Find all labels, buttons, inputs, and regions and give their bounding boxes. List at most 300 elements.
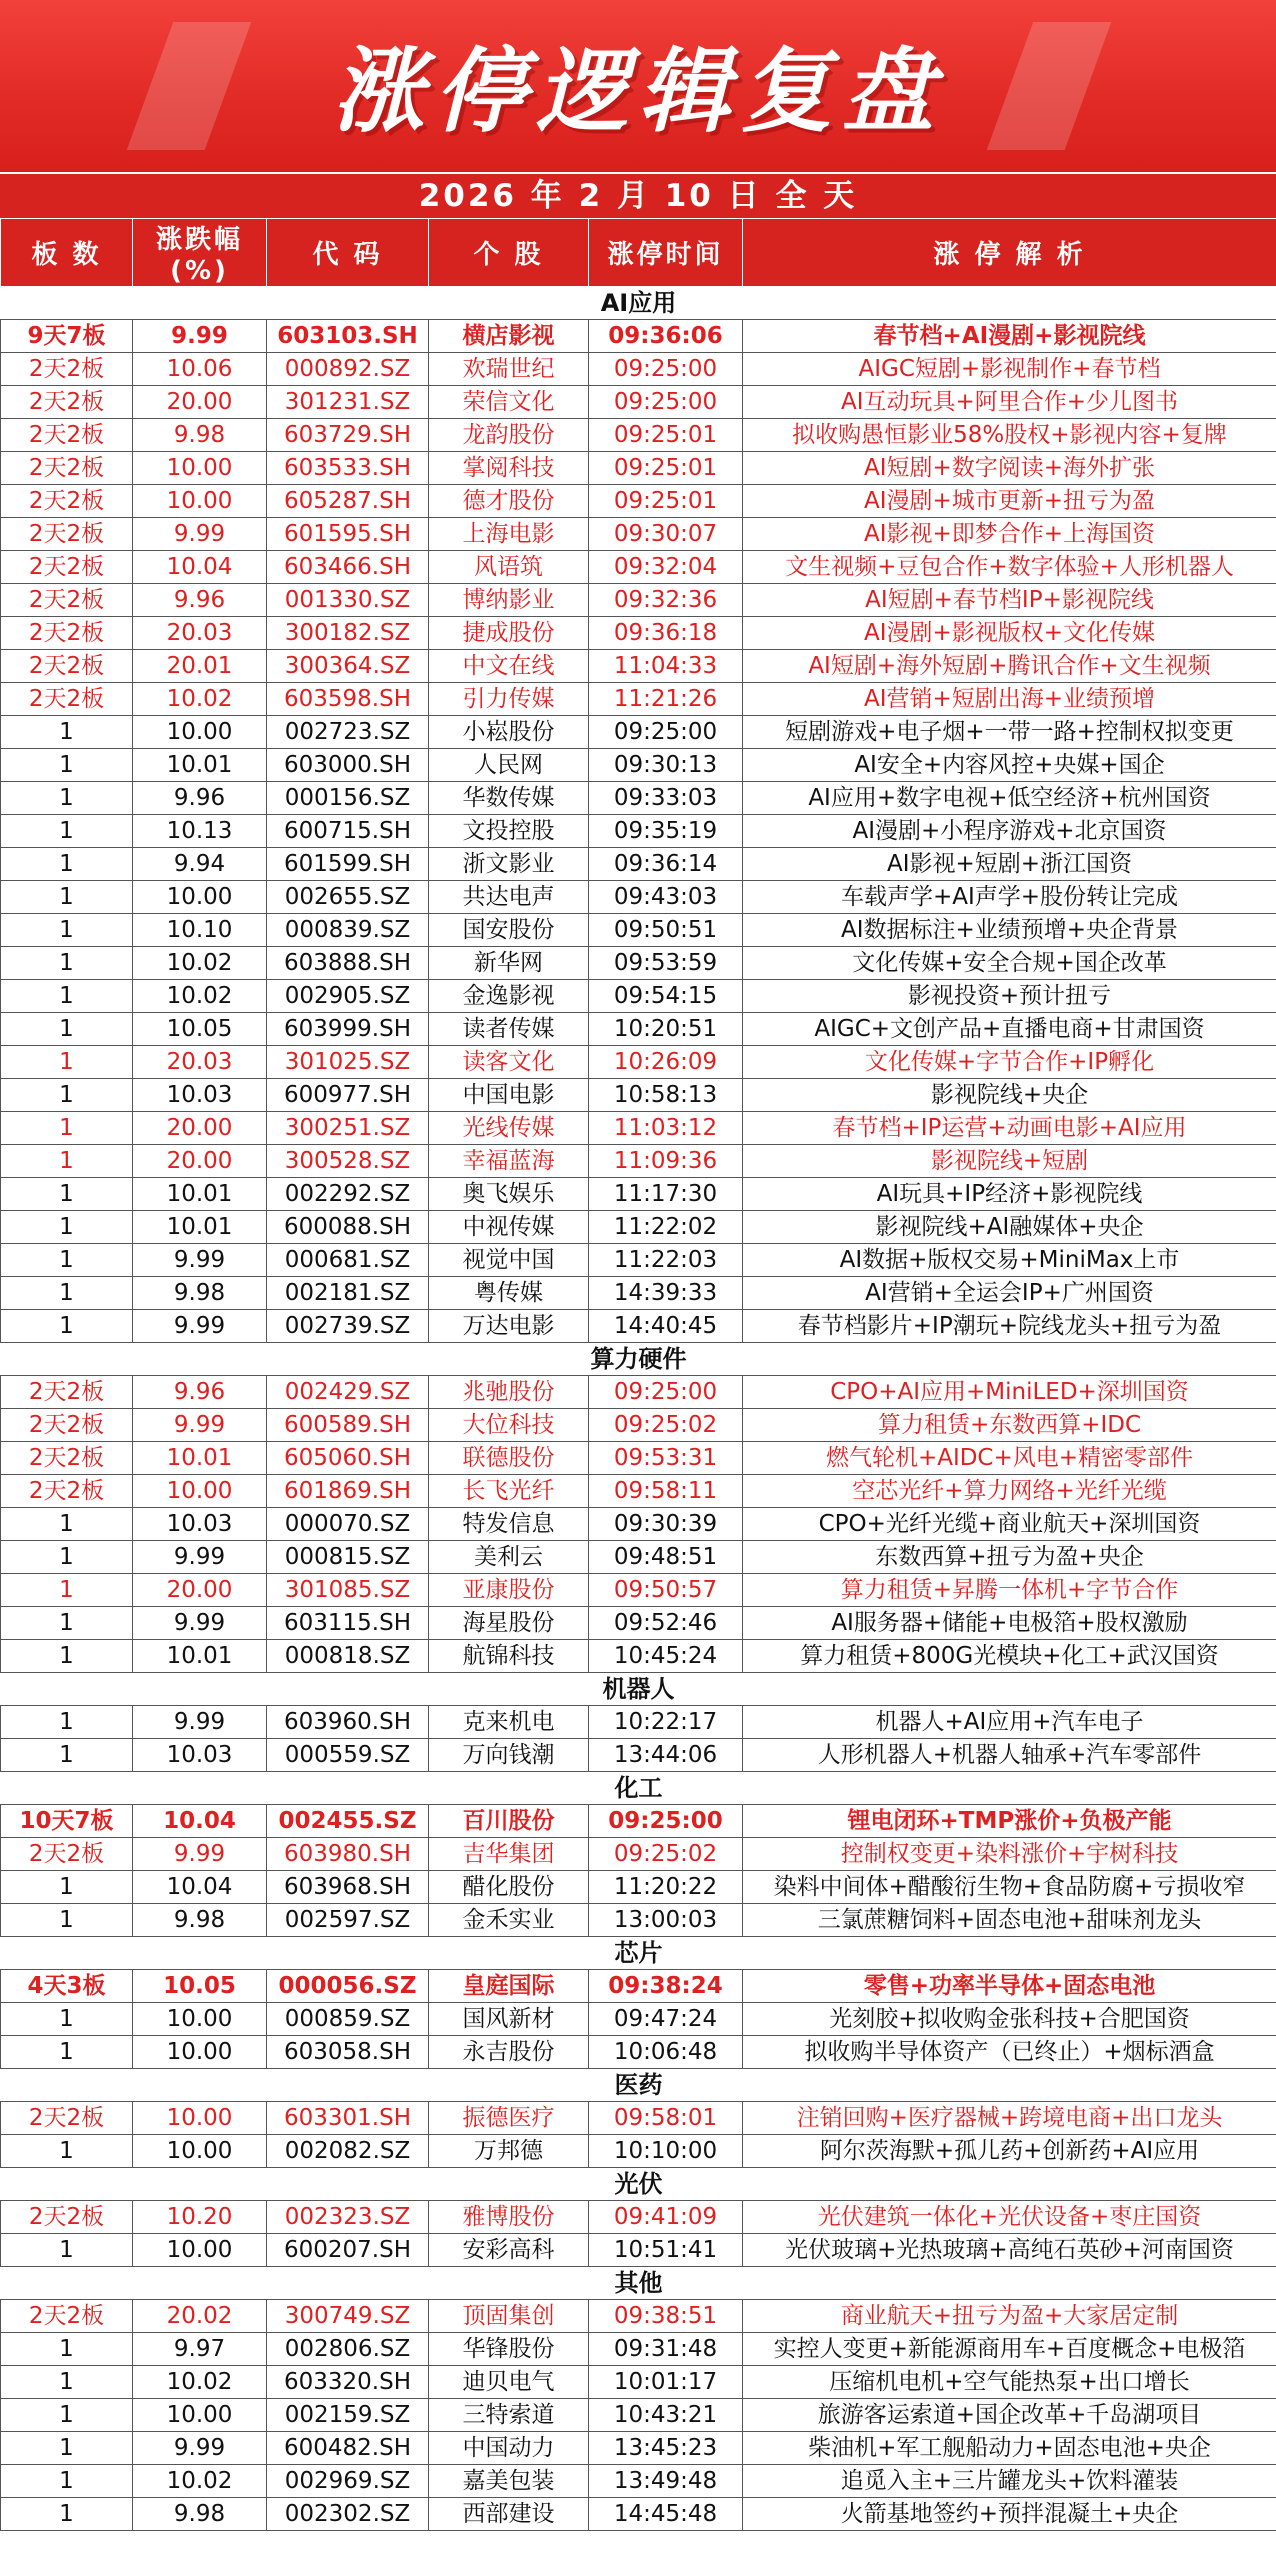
cell-limit-time: 09:25:00 (589, 716, 743, 749)
cell-change-pct: 10.03 (133, 1508, 267, 1541)
cell-analysis: AI营销+全运会IP+广州国资 (743, 1277, 1276, 1310)
cell-stock-name: 嘉美包装 (429, 2465, 589, 2498)
cell-stock-name: 亚康股份 (429, 1574, 589, 1607)
cell-limit-time: 09:25:01 (589, 452, 743, 485)
cell-board: 1 (1, 2333, 133, 2366)
cell-board: 1 (1, 2432, 133, 2465)
cell-code: 000681.SZ (267, 1244, 429, 1277)
cell-code: 002905.SZ (267, 980, 429, 1013)
table-row (1, 881, 1276, 914)
table-row (1, 1376, 1276, 1409)
cell-limit-time: 11:04:33 (589, 650, 743, 683)
cell-code: 002597.SZ (267, 1904, 429, 1937)
cell-limit-time: 09:48:51 (589, 1541, 743, 1574)
cell-limit-time: 09:25:00 (589, 1805, 743, 1838)
cell-code: 603320.SH (267, 2366, 429, 2399)
cell-board: 2天2板 (1, 2102, 133, 2135)
cell-code: 002806.SZ (267, 2333, 429, 2366)
cell-board: 1 (1, 1112, 133, 1145)
cell-board: 1 (1, 980, 133, 1013)
table-row (1, 1706, 1276, 1739)
table-row (1, 617, 1276, 650)
cell-code: 002455.SZ (267, 1805, 429, 1838)
section-header (1, 2267, 1276, 2300)
section-header (1, 1937, 1276, 1970)
table-row (1, 1838, 1276, 1871)
cell-analysis: 控制权变更+染料涨价+宇树科技 (743, 1838, 1276, 1871)
cell-limit-time: 09:38:24 (589, 1970, 743, 2003)
table-row (1, 419, 1276, 452)
cell-limit-time: 10:01:17 (589, 2366, 743, 2399)
cell-change-pct: 10.01 (133, 1442, 267, 1475)
cell-analysis: AI安全+内容风控+央媒+国企 (743, 749, 1276, 782)
table-row (1, 716, 1276, 749)
cell-board: 1 (1, 914, 133, 947)
cell-limit-time: 10:58:13 (589, 1079, 743, 1112)
cell-code: 300528.SZ (267, 1145, 429, 1178)
cell-analysis: 光刻胶+拟收购金张科技+合肥国资 (743, 2003, 1276, 2036)
cell-stock-name: 中文在线 (429, 650, 589, 683)
cell-analysis: 文生视频+豆包合作+数字体验+人形机器人 (743, 551, 1276, 584)
cell-stock-name: 特发信息 (429, 1508, 589, 1541)
cell-limit-time: 09:25:02 (589, 1409, 743, 1442)
cell-board: 2天2板 (1, 1838, 133, 1871)
cell-code: 002723.SZ (267, 716, 429, 749)
section-header (1, 2168, 1276, 2201)
cell-board: 1 (1, 2234, 133, 2267)
cell-code: 603999.SH (267, 1013, 429, 1046)
section-title: AI应用 (1, 287, 1276, 320)
cell-board: 1 (1, 1277, 133, 1310)
cell-change-pct: 10.02 (133, 2366, 267, 2399)
cell-analysis: 燃气轮机+AIDC+风电+精密零部件 (743, 1442, 1276, 1475)
cell-code: 002655.SZ (267, 881, 429, 914)
limit-up-table (0, 218, 1276, 2531)
cell-code: 603533.SH (267, 452, 429, 485)
cell-analysis: AI漫剧+影视版权+文化传媒 (743, 617, 1276, 650)
cell-change-pct: 10.03 (133, 1079, 267, 1112)
cell-change-pct: 10.04 (133, 1871, 267, 1904)
cell-stock-name: 文投控股 (429, 815, 589, 848)
cell-board: 1 (1, 782, 133, 815)
column-header-limit-time: 涨停时间 (589, 219, 743, 287)
cell-stock-name: 国风新材 (429, 2003, 589, 2036)
cell-change-pct: 9.99 (133, 320, 267, 353)
cell-board: 10天7板 (1, 1805, 133, 1838)
cell-analysis: 阿尔茨海默+孤儿药+创新药+AI应用 (743, 2135, 1276, 2168)
cell-stock-name: 醋化股份 (429, 1871, 589, 1904)
cell-change-pct: 10.00 (133, 2036, 267, 2069)
table-row (1, 2036, 1276, 2069)
cell-board: 1 (1, 1178, 133, 1211)
table-row (1, 452, 1276, 485)
cell-stock-name: 人民网 (429, 749, 589, 782)
cell-stock-name: 金逸影视 (429, 980, 589, 1013)
cell-stock-name: 浙文影业 (429, 848, 589, 881)
cell-analysis: 注销回购+医疗器械+跨境电商+出口龙头 (743, 2102, 1276, 2135)
cell-board: 1 (1, 815, 133, 848)
cell-limit-time: 09:25:00 (589, 353, 743, 386)
cell-board: 1 (1, 749, 133, 782)
cell-change-pct: 9.97 (133, 2333, 267, 2366)
cell-change-pct: 9.99 (133, 1409, 267, 1442)
table-row (1, 1739, 1276, 1772)
cell-analysis: CPO+光纤光缆+商业航天+深圳国资 (743, 1508, 1276, 1541)
cell-stock-name: 永吉股份 (429, 2036, 589, 2069)
cell-code: 000156.SZ (267, 782, 429, 815)
cell-board: 1 (1, 1013, 133, 1046)
cell-limit-time: 09:30:39 (589, 1508, 743, 1541)
cell-code: 600088.SH (267, 1211, 429, 1244)
cell-change-pct: 10.01 (133, 1640, 267, 1673)
cell-change-pct: 9.99 (133, 1310, 267, 1343)
cell-change-pct: 10.00 (133, 2102, 267, 2135)
table-row (1, 2300, 1276, 2333)
cell-stock-name: 荣信文化 (429, 386, 589, 419)
cell-limit-time: 13:45:23 (589, 2432, 743, 2465)
cell-stock-name: 万向钱潮 (429, 1739, 589, 1772)
cell-change-pct: 10.00 (133, 2135, 267, 2168)
cell-analysis: 短剧游戏+电子烟+一带一路+控制权拟变更 (743, 716, 1276, 749)
cell-analysis: 光伏建筑一体化+光伏设备+枣庄国资 (743, 2201, 1276, 2234)
cell-board: 2天2板 (1, 386, 133, 419)
table-row (1, 1475, 1276, 1508)
cell-stock-name: 振德医疗 (429, 2102, 589, 2135)
cell-board: 1 (1, 1211, 133, 1244)
cell-limit-time: 09:36:06 (589, 320, 743, 353)
cell-analysis: 机器人+AI应用+汽车电子 (743, 1706, 1276, 1739)
cell-change-pct: 10.01 (133, 749, 267, 782)
cell-stock-name: 光线传媒 (429, 1112, 589, 1145)
table-row (1, 485, 1276, 518)
cell-change-pct: 9.99 (133, 1706, 267, 1739)
table-row (1, 1079, 1276, 1112)
table-row (1, 848, 1276, 881)
cell-stock-name: 读客文化 (429, 1046, 589, 1079)
cell-analysis: 影视院线+央企 (743, 1079, 1276, 1112)
cell-analysis: AIGC+文创产品+直播电商+甘肃国资 (743, 1013, 1276, 1046)
cell-limit-time: 11:03:12 (589, 1112, 743, 1145)
cell-analysis: 车载声学+AI声学+股份转让完成 (743, 881, 1276, 914)
cell-stock-name: 百川股份 (429, 1805, 589, 1838)
cell-stock-name: 长飞光纤 (429, 1475, 589, 1508)
cell-change-pct: 10.00 (133, 2399, 267, 2432)
cell-analysis: AI漫剧+小程序游戏+北京国资 (743, 815, 1276, 848)
cell-stock-name: 航锦科技 (429, 1640, 589, 1673)
cell-code: 601595.SH (267, 518, 429, 551)
cell-board: 2天2板 (1, 1409, 133, 1442)
table-row (1, 1211, 1276, 1244)
table-row (1, 947, 1276, 980)
cell-code: 000892.SZ (267, 353, 429, 386)
cell-limit-time: 14:45:48 (589, 2498, 743, 2531)
cell-stock-name: 中国电影 (429, 1079, 589, 1112)
cell-analysis: AI短剧+春节档IP+影视院线 (743, 584, 1276, 617)
cell-stock-name: 国安股份 (429, 914, 589, 947)
cell-analysis: 旅游客运索道+国企改革+千岛湖项目 (743, 2399, 1276, 2432)
cell-board: 2天2板 (1, 584, 133, 617)
cell-stock-name: 克来机电 (429, 1706, 589, 1739)
table-row (1, 914, 1276, 947)
section-title: 化工 (1, 1772, 1276, 1805)
cell-stock-name: 吉华集团 (429, 1838, 589, 1871)
table-row (1, 650, 1276, 683)
cell-code: 002082.SZ (267, 2135, 429, 2168)
table-row (1, 551, 1276, 584)
cell-change-pct: 9.98 (133, 1277, 267, 1310)
section-header (1, 1673, 1276, 1706)
cell-board: 1 (1, 2366, 133, 2399)
cell-change-pct: 10.00 (133, 1475, 267, 1508)
cell-change-pct: 20.00 (133, 1112, 267, 1145)
cell-code: 000859.SZ (267, 2003, 429, 2036)
date-bar: 2026 年 2 月 10 日 全 天 (0, 172, 1276, 218)
cell-board: 1 (1, 1541, 133, 1574)
page-title: 涨停逻辑复盘 (331, 38, 944, 145)
cell-limit-time: 10:06:48 (589, 2036, 743, 2069)
cell-code: 603466.SH (267, 551, 429, 584)
cell-code: 600589.SH (267, 1409, 429, 1442)
cell-code: 301085.SZ (267, 1574, 429, 1607)
cell-analysis: 柴油机+军工舰船动力+固态电池+央企 (743, 2432, 1276, 2465)
cell-board: 2天2板 (1, 485, 133, 518)
cell-board: 2天2板 (1, 1376, 133, 1409)
cell-board: 2天2板 (1, 650, 133, 683)
cell-change-pct: 10.00 (133, 2234, 267, 2267)
table-row (1, 1607, 1276, 1640)
cell-code: 300182.SZ (267, 617, 429, 650)
cell-analysis: 算力租赁+昇腾一体机+字节合作 (743, 1574, 1276, 1607)
cell-board: 2天2板 (1, 2300, 133, 2333)
cell-change-pct: 10.01 (133, 1211, 267, 1244)
cell-analysis: 锂电闭环+TMP涨价+负极产能 (743, 1805, 1276, 1838)
table-row (1, 1904, 1276, 1937)
cell-stock-name: 联德股份 (429, 1442, 589, 1475)
table-row (1, 1574, 1276, 1607)
cell-board: 1 (1, 2465, 133, 2498)
cell-analysis: 春节档+IP运营+动画电影+AI应用 (743, 1112, 1276, 1145)
table-row (1, 2498, 1276, 2531)
cell-analysis: 追觅入主+三片罐龙头+饮料灌装 (743, 2465, 1276, 2498)
cell-change-pct: 10.04 (133, 551, 267, 584)
cell-change-pct: 9.98 (133, 1904, 267, 1937)
cell-limit-time: 09:41:09 (589, 2201, 743, 2234)
cell-board: 1 (1, 2135, 133, 2168)
column-header-change-pct: 涨跌幅(%) (133, 219, 267, 287)
cell-stock-name: 捷成股份 (429, 617, 589, 650)
table-row (1, 2135, 1276, 2168)
cell-analysis: CPO+AI应用+MiniLED+深圳国资 (743, 1376, 1276, 1409)
cell-board: 1 (1, 1079, 133, 1112)
cell-analysis: 文化传媒+字节合作+IP孵化 (743, 1046, 1276, 1079)
cell-stock-name: 读者传媒 (429, 1013, 589, 1046)
cell-stock-name: 龙韵股份 (429, 419, 589, 452)
cell-limit-time: 09:25:02 (589, 1838, 743, 1871)
cell-board: 2天2板 (1, 419, 133, 452)
cell-limit-time: 09:53:59 (589, 947, 743, 980)
cell-board: 2天2板 (1, 1475, 133, 1508)
cell-code: 002292.SZ (267, 1178, 429, 1211)
cell-limit-time: 09:50:57 (589, 1574, 743, 1607)
section-header (1, 1343, 1276, 1376)
cell-board: 1 (1, 1508, 133, 1541)
cell-code: 600715.SH (267, 815, 429, 848)
cell-board: 1 (1, 947, 133, 980)
cell-code: 002429.SZ (267, 1376, 429, 1409)
cell-code: 001330.SZ (267, 584, 429, 617)
cell-board: 1 (1, 2036, 133, 2069)
cell-board: 2天2板 (1, 518, 133, 551)
cell-code: 603115.SH (267, 1607, 429, 1640)
cell-code: 000818.SZ (267, 1640, 429, 1673)
table-row (1, 782, 1276, 815)
cell-change-pct: 10.10 (133, 914, 267, 947)
cell-analysis: 算力租赁+800G光模块+化工+武汉国资 (743, 1640, 1276, 1673)
cell-change-pct: 10.06 (133, 353, 267, 386)
cell-change-pct: 10.01 (133, 1178, 267, 1211)
cell-analysis: AI影视+即梦合作+上海国资 (743, 518, 1276, 551)
cell-stock-name: 西部建设 (429, 2498, 589, 2531)
cell-limit-time: 10:43:21 (589, 2399, 743, 2432)
table-row (1, 1508, 1276, 1541)
cell-code: 300251.SZ (267, 1112, 429, 1145)
table-header-row (1, 219, 1276, 287)
cell-limit-time: 09:35:19 (589, 815, 743, 848)
cell-limit-time: 09:43:03 (589, 881, 743, 914)
cell-analysis: AI互动玩具+阿里合作+少儿图书 (743, 386, 1276, 419)
cell-stock-name: 皇庭国际 (429, 1970, 589, 2003)
cell-limit-time: 09:32:36 (589, 584, 743, 617)
cell-change-pct: 9.99 (133, 518, 267, 551)
cell-limit-time: 10:20:51 (589, 1013, 743, 1046)
section-title: 其他 (1, 2267, 1276, 2300)
cell-board: 1 (1, 1607, 133, 1640)
cell-change-pct: 10.02 (133, 683, 267, 716)
cell-code: 605060.SH (267, 1442, 429, 1475)
cell-limit-time: 09:58:11 (589, 1475, 743, 1508)
cell-change-pct: 9.99 (133, 1541, 267, 1574)
cell-limit-time: 09:25:00 (589, 1376, 743, 1409)
table-row (1, 2234, 1276, 2267)
cell-change-pct: 10.13 (133, 815, 267, 848)
cell-stock-name: 横店影视 (429, 320, 589, 353)
section-title: 算力硬件 (1, 1343, 1276, 1376)
cell-code: 601599.SH (267, 848, 429, 881)
cell-change-pct: 10.00 (133, 452, 267, 485)
cell-limit-time: 13:44:06 (589, 1739, 743, 1772)
cell-analysis: 人形机器人+机器人轴承+汽车零部件 (743, 1739, 1276, 1772)
table-row (1, 1178, 1276, 1211)
cell-limit-time: 09:53:31 (589, 1442, 743, 1475)
cell-stock-name: 顶固集创 (429, 2300, 589, 2333)
cell-analysis: 影视投资+预计扭亏 (743, 980, 1276, 1013)
cell-limit-time: 13:49:48 (589, 2465, 743, 2498)
cell-code: 000559.SZ (267, 1739, 429, 1772)
cell-analysis: 春节档+AI漫剧+影视院线 (743, 320, 1276, 353)
table-row (1, 1640, 1276, 1673)
cell-code: 000815.SZ (267, 1541, 429, 1574)
cell-stock-name: 幸福蓝海 (429, 1145, 589, 1178)
cell-code: 600482.SH (267, 2432, 429, 2465)
table-row (1, 1442, 1276, 1475)
cell-code: 600207.SH (267, 2234, 429, 2267)
cell-change-pct: 9.94 (133, 848, 267, 881)
table-row (1, 749, 1276, 782)
table-row (1, 1970, 1276, 2003)
cell-stock-name: 引力传媒 (429, 683, 589, 716)
cell-change-pct: 10.20 (133, 2201, 267, 2234)
cell-board: 1 (1, 2399, 133, 2432)
cell-code: 603729.SH (267, 419, 429, 452)
cell-change-pct: 20.02 (133, 2300, 267, 2333)
table-row (1, 1310, 1276, 1343)
cell-change-pct: 10.05 (133, 1970, 267, 2003)
cell-change-pct: 20.00 (133, 1574, 267, 1607)
cell-board: 2天2板 (1, 452, 133, 485)
cell-code: 000839.SZ (267, 914, 429, 947)
cell-board: 1 (1, 1739, 133, 1772)
cell-analysis: AI影视+短剧+浙江国资 (743, 848, 1276, 881)
cell-limit-time: 11:22:03 (589, 1244, 743, 1277)
cell-stock-name: 奥飞娱乐 (429, 1178, 589, 1211)
table-row (1, 1244, 1276, 1277)
cell-code: 603000.SH (267, 749, 429, 782)
cell-board: 2天2板 (1, 551, 133, 584)
cell-board: 1 (1, 1244, 133, 1277)
cell-change-pct: 20.03 (133, 617, 267, 650)
cell-limit-time: 09:47:24 (589, 2003, 743, 2036)
title-banner (0, 0, 1276, 172)
cell-code: 002969.SZ (267, 2465, 429, 2498)
cell-analysis: 火箭基地签约+预拌混凝土+央企 (743, 2498, 1276, 2531)
cell-limit-time: 09:58:01 (589, 2102, 743, 2135)
table-row (1, 683, 1276, 716)
cell-change-pct: 9.99 (133, 2432, 267, 2465)
cell-analysis: AI数据+版权交易+MiniMax上市 (743, 1244, 1276, 1277)
cell-limit-time: 09:50:51 (589, 914, 743, 947)
section-header (1, 287, 1276, 320)
cell-code: 603103.SH (267, 320, 429, 353)
cell-board: 1 (1, 881, 133, 914)
cell-analysis: 压缩机电机+空气能热泵+出口增长 (743, 2366, 1276, 2399)
cell-code: 000070.SZ (267, 1508, 429, 1541)
cell-stock-name: 大位科技 (429, 1409, 589, 1442)
cell-change-pct: 20.00 (133, 1145, 267, 1178)
table-row (1, 2366, 1276, 2399)
cell-analysis: 拟收购愚恒影业58%股权+影视内容+复牌 (743, 419, 1276, 452)
cell-limit-time: 10:22:17 (589, 1706, 743, 1739)
cell-stock-name: 安彩高科 (429, 2234, 589, 2267)
cell-code: 002302.SZ (267, 2498, 429, 2531)
column-header-board: 板 数 (1, 219, 133, 287)
cell-code: 603980.SH (267, 1838, 429, 1871)
table-row (1, 1145, 1276, 1178)
table-row (1, 1871, 1276, 1904)
cell-limit-time: 10:26:09 (589, 1046, 743, 1079)
cell-stock-name: 博纳影业 (429, 584, 589, 617)
table-row (1, 2003, 1276, 2036)
table-row (1, 2201, 1276, 2234)
cell-change-pct: 20.00 (133, 386, 267, 419)
cell-analysis: 算力租赁+东数西算+IDC (743, 1409, 1276, 1442)
cell-code: 301231.SZ (267, 386, 429, 419)
section-title: 芯片 (1, 1937, 1276, 1970)
cell-code: 603598.SH (267, 683, 429, 716)
cell-stock-name: 粤传媒 (429, 1277, 589, 1310)
cell-stock-name: 中视传媒 (429, 1211, 589, 1244)
table-row (1, 1541, 1276, 1574)
section-title: 光伏 (1, 2168, 1276, 2201)
